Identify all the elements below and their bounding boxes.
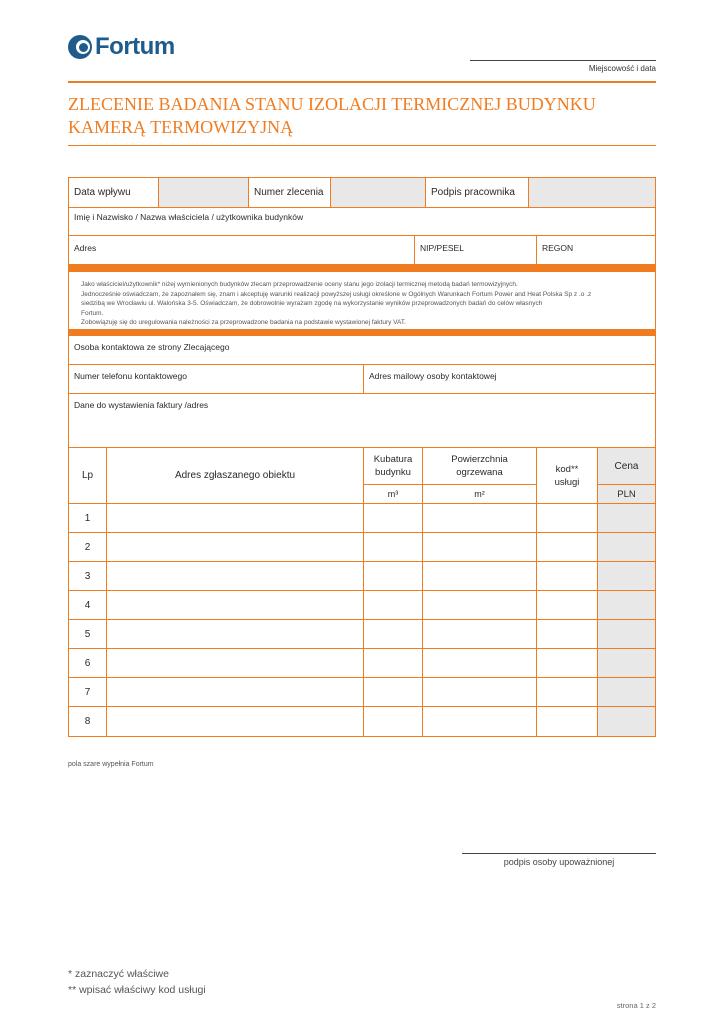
row-volume-field[interactable] [364,591,423,619]
row-number: 4 [69,591,107,619]
row-address-field[interactable] [107,649,364,677]
col-volume-l1: Kubatura [373,454,413,465]
row-code-field[interactable] [537,707,598,736]
place-date-label: Miejscowość i data [588,64,656,73]
row-price-field[interactable] [598,504,655,532]
row-address-field[interactable] [107,504,364,532]
page-number: strona 1 z 2 [616,1001,656,1010]
row-code-field[interactable] [537,562,598,590]
col-area [423,448,537,503]
row-area-field[interactable] [423,533,537,561]
footnote-2: ** wpisać właściwy kod usługi [68,984,206,996]
row-number: 7 [69,678,107,706]
row-number: 1 [69,504,107,532]
row-price-field[interactable] [598,649,655,677]
contact-person-field[interactable]: Osoba kontaktowa ze strony Zlecającego [74,342,230,352]
row-price-field[interactable] [598,620,655,648]
row-volume-field[interactable] [364,707,423,736]
col-lp: Lp [69,448,107,503]
row-area-field[interactable] [423,649,537,677]
consent-text [69,272,655,329]
col-volume-title [364,448,422,485]
page-title [68,93,656,139]
col-volume-l2: budynku [375,467,411,478]
col-price [598,448,655,503]
col-code-l1: kod** [555,463,579,475]
phone-email-row [69,365,655,394]
regon-field[interactable]: REGON [542,243,574,253]
row-address-field[interactable] [107,707,364,736]
signature-label: podpis osoby upoważnionej [503,857,615,867]
table-row [69,707,655,736]
row-address-field[interactable] [107,533,364,561]
col-area-title [423,448,536,485]
table-row [69,620,655,649]
table-row [69,591,655,620]
col-code-l2: usługi [554,476,580,488]
row-address-field[interactable] [107,620,364,648]
row-volume-field[interactable] [364,562,423,590]
row-number: 3 [69,562,107,590]
title-line-1: ZLECENIE BADANIA STANU IZOLACJI TERMICZNEJ BUDYNKU [68,94,596,114]
row-number: 2 [69,533,107,561]
contact-row [69,336,655,365]
gray-fields-note: pola szare wypełnia Fortum [68,761,154,768]
col-volume-unit: m³ [387,489,399,499]
row-price-field[interactable] [598,678,655,706]
orange-divider [69,329,655,336]
row-price-field[interactable] [598,562,655,590]
order-form [68,177,656,737]
fortum-logo [68,32,175,62]
col-volume [364,448,423,503]
row-number: 5 [69,620,107,648]
consent-line: Jako właściciel/użytkownik* niżej wymienionych budynków zlecam przeprowadzenie oceny stanu jego izolacji termicznej metodą badań termowizyjnych. [81,281,518,288]
orange-divider [69,265,655,272]
order-number-field[interactable] [331,178,426,207]
col-price-title: Cena [598,448,655,485]
employee-signature-field[interactable] [529,178,655,207]
row-address-field[interactable] [107,678,364,706]
row-code-field[interactable] [537,504,598,532]
owner-name-field[interactable]: Imię i Nazwisko / Nazwa właściciela / użytkownika budynków [74,212,304,222]
date-received-label: Data wpływu [69,178,159,207]
row-area-field[interactable] [423,620,537,648]
row-area-field[interactable] [423,678,537,706]
form-row-top [69,178,655,208]
row-address-field[interactable] [107,562,364,590]
consent-line: siedzibą we Wrocławiu ul. Walońska 3-5. Oświadczam, że dobrowolnie wyrażam zgodę na wykorzystanie wyników przeprowadzonych badań do celów własnych [81,300,543,307]
nip-pesel-field[interactable]: NIP/PESEL [415,236,537,264]
phone-field[interactable]: Numer telefonu kontaktowego [69,365,364,393]
place-date-line[interactable] [470,60,656,61]
table-body [69,504,655,736]
employee-signature-label: Podpis pracownika [426,178,529,207]
row-volume-field[interactable] [364,678,423,706]
consent-line: Zobowiązuję się do uregulowania należności za przeprowadzone badania na podstawie wystawionej faktury VAT. [81,319,406,326]
row-area-field[interactable] [423,504,537,532]
row-volume-field[interactable] [364,533,423,561]
fortum-logo-icon [68,35,92,59]
title-line-2: KAMERĄ TERMOWIZYJNĄ [68,117,294,137]
invoice-data-field[interactable]: Dane do wystawienia faktury /adres [74,400,209,410]
footnote-1: * zaznaczyć właściwe [68,968,169,980]
signature-line[interactable] [462,853,656,854]
title-divider [68,145,656,146]
col-area-unit: m² [474,489,485,499]
row-price-field[interactable] [598,591,655,619]
col-area-l1: Powierzchnia [451,454,508,465]
row-area-field[interactable] [423,591,537,619]
row-number: 8 [69,707,107,736]
objects-table [69,448,655,736]
row-number: 6 [69,649,107,677]
row-code-field[interactable] [537,591,598,619]
table-row [69,562,655,591]
col-price-unit: PLN [617,488,636,500]
consent-line: Jednocześnie oświadczam, że zapoznałem się, znam i akceptuję warunki realizacji powyższej usługi określone w Ogólnych Warunkach Fortum Power and Heat Polska Sp z .o .z [81,290,592,298]
email-field[interactable]: Adres mailowy osoby kontaktowej [369,371,497,381]
invoice-row [69,394,655,448]
address-row [69,236,655,265]
col-code [537,448,598,503]
brand-name: Fortum [95,33,175,60]
row-address-field[interactable] [107,591,364,619]
date-received-field[interactable] [159,178,249,207]
table-row [69,504,655,533]
row-code-field[interactable] [537,678,598,706]
order-number-label: Numer zlecenia [249,178,331,207]
row-area-field[interactable] [423,562,537,590]
table-row [69,533,655,562]
table-header [69,448,655,504]
row-price-field[interactable] [598,533,655,561]
address-field[interactable]: Adres [69,236,415,264]
top-divider [68,81,656,83]
owner-row [69,208,655,236]
consent-line: Fortum. [81,309,104,317]
col-address: Adres zgłaszanego obiektu [107,448,364,503]
table-row [69,678,655,707]
table-row [69,649,655,678]
row-area-field[interactable] [423,707,537,736]
row-volume-field[interactable] [364,504,423,532]
row-code-field[interactable] [537,620,598,648]
row-volume-field[interactable] [364,649,423,677]
col-area-l2: ogrzewana [456,467,503,478]
row-price-field[interactable] [598,707,655,736]
row-volume-field[interactable] [364,620,423,648]
row-code-field[interactable] [537,649,598,677]
row-code-field[interactable] [537,533,598,561]
